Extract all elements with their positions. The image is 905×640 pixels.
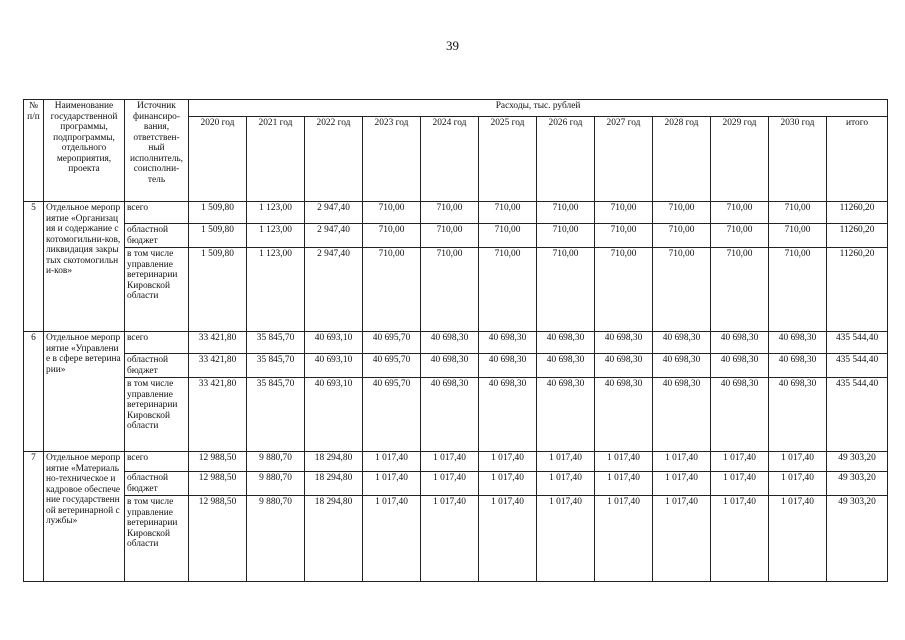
year-value: 2 947,40 <box>305 202 363 224</box>
year-value: 710,00 <box>653 224 711 248</box>
year-value: 40 698,30 <box>769 332 827 354</box>
year-value: 1 017,40 <box>537 452 595 472</box>
year-value: 710,00 <box>711 224 769 248</box>
year-value: 12 988,50 <box>189 452 247 472</box>
year-value: 2 947,40 <box>305 224 363 248</box>
table-body <box>24 202 888 582</box>
year-value: 1 017,40 <box>711 496 769 582</box>
year-value: 40 693,10 <box>305 332 363 354</box>
year-value: 40 698,30 <box>653 354 711 378</box>
table-row <box>24 378 888 452</box>
header-row-1 <box>24 100 888 117</box>
year-value: 40 698,30 <box>769 354 827 378</box>
year-value: 1 017,40 <box>363 472 421 496</box>
funding-source: областной бюджет <box>125 224 189 248</box>
year-value: 1 017,40 <box>769 472 827 496</box>
year-value: 40 698,30 <box>479 378 537 452</box>
year-value: 40 698,30 <box>595 354 653 378</box>
year-value: 1 017,40 <box>769 496 827 582</box>
header-year: 2020 год <box>189 117 247 202</box>
header-expenses: Расходы, тыс. рублей <box>189 100 888 117</box>
year-value: 710,00 <box>363 248 421 332</box>
year-value: 40 698,30 <box>537 332 595 354</box>
row-number: 6 <box>24 332 44 452</box>
funding-source: всего <box>125 332 189 354</box>
header-year: 2027 год <box>595 117 653 202</box>
year-value: 9 880,70 <box>247 472 305 496</box>
measure-name: Отдельное мероприятие «Управление в сфере ветеринарии» <box>44 332 125 452</box>
year-value: 40 698,30 <box>711 332 769 354</box>
year-value: 1 509,80 <box>189 202 247 224</box>
year-value: 40 698,30 <box>653 378 711 452</box>
year-value: 710,00 <box>421 202 479 224</box>
table-row <box>24 354 888 378</box>
header-year: 2029 год <box>711 117 769 202</box>
year-value: 710,00 <box>711 248 769 332</box>
year-value: 1 017,40 <box>537 472 595 496</box>
funding-source: в том числе управление ветеринарии Кировской области <box>125 496 189 582</box>
year-value: 40 698,30 <box>479 354 537 378</box>
header-year: 2025 год <box>479 117 537 202</box>
year-value: 710,00 <box>363 202 421 224</box>
year-value: 710,00 <box>769 248 827 332</box>
year-value: 710,00 <box>595 202 653 224</box>
year-value: 710,00 <box>653 248 711 332</box>
year-value: 1 509,80 <box>189 248 247 332</box>
year-value: 33 421,80 <box>189 332 247 354</box>
funding-source: всего <box>125 452 189 472</box>
year-value: 1 017,40 <box>595 452 653 472</box>
year-value: 1 017,40 <box>595 472 653 496</box>
year-value: 40 695,70 <box>363 378 421 452</box>
year-value: 1 017,40 <box>421 452 479 472</box>
header-year: 2030 год <box>769 117 827 202</box>
year-value: 1 123,00 <box>247 202 305 224</box>
year-value: 710,00 <box>537 224 595 248</box>
year-value: 710,00 <box>421 224 479 248</box>
year-value: 710,00 <box>595 224 653 248</box>
year-value: 1 017,40 <box>479 472 537 496</box>
year-value: 1 017,40 <box>421 472 479 496</box>
year-value: 710,00 <box>537 202 595 224</box>
table-row <box>24 224 888 248</box>
total-value: 11260,20 <box>827 202 888 224</box>
year-value: 710,00 <box>479 202 537 224</box>
table-row <box>24 496 888 582</box>
funding-source: областной бюджет <box>125 472 189 496</box>
total-value: 435 544,40 <box>827 354 888 378</box>
year-value: 40 698,30 <box>595 378 653 452</box>
year-value: 40 698,30 <box>421 332 479 354</box>
year-value: 1 509,80 <box>189 224 247 248</box>
header-year: 2022 год <box>305 117 363 202</box>
expenses-table <box>23 99 888 582</box>
year-value: 33 421,80 <box>189 354 247 378</box>
year-value: 9 880,70 <box>247 452 305 472</box>
year-value: 9 880,70 <box>247 496 305 582</box>
year-value: 1 017,40 <box>653 452 711 472</box>
year-value: 40 698,30 <box>653 332 711 354</box>
year-value: 710,00 <box>479 248 537 332</box>
measure-name: Отдельное мероприятие «Материально-техническое и кадровое обеспечение государственной ветеринарной службы» <box>44 452 125 582</box>
row-number: 5 <box>24 202 44 332</box>
year-value: 35 845,70 <box>247 378 305 452</box>
table-row <box>24 472 888 496</box>
year-value: 1 123,00 <box>247 248 305 332</box>
table-row <box>24 202 888 224</box>
table-row <box>24 452 888 472</box>
year-value: 710,00 <box>595 248 653 332</box>
year-value: 710,00 <box>363 224 421 248</box>
year-value: 12 988,50 <box>189 496 247 582</box>
year-value: 1 017,40 <box>653 496 711 582</box>
year-value: 710,00 <box>479 224 537 248</box>
total-value: 49 303,20 <box>827 472 888 496</box>
year-value: 35 845,70 <box>247 332 305 354</box>
year-value: 33 421,80 <box>189 378 247 452</box>
total-value: 49 303,20 <box>827 496 888 582</box>
total-value: 11260,20 <box>827 224 888 248</box>
year-value: 1 017,40 <box>711 472 769 496</box>
year-value: 35 845,70 <box>247 354 305 378</box>
header-name: Наименование государственной программы, подпрограммы, отдельного мероприятия, проекта <box>44 100 125 202</box>
measure-name: Отдельное мероприятие «Организация и содержание скотомогильни-ков, ликвидация закрытых скотомогильни-ков» <box>44 202 125 332</box>
year-value: 40 698,30 <box>479 332 537 354</box>
year-value: 1 123,00 <box>247 224 305 248</box>
year-value: 40 695,70 <box>363 332 421 354</box>
year-value: 12 988,50 <box>189 472 247 496</box>
year-value: 1 017,40 <box>769 452 827 472</box>
year-value: 40 693,10 <box>305 378 363 452</box>
year-value: 710,00 <box>769 224 827 248</box>
year-value: 40 695,70 <box>363 354 421 378</box>
total-value: 435 544,40 <box>827 378 888 452</box>
year-value: 40 698,30 <box>711 354 769 378</box>
year-value: 710,00 <box>711 202 769 224</box>
year-value: 710,00 <box>537 248 595 332</box>
year-value: 40 698,30 <box>769 378 827 452</box>
year-value: 710,00 <box>769 202 827 224</box>
header-year: 2024 год <box>421 117 479 202</box>
total-value: 49 303,20 <box>827 452 888 472</box>
table-row <box>24 332 888 354</box>
year-value: 40 698,30 <box>537 354 595 378</box>
year-value: 1 017,40 <box>421 496 479 582</box>
funding-source: областной бюджет <box>125 354 189 378</box>
header-year: 2026 год <box>537 117 595 202</box>
row-number: 7 <box>24 452 44 582</box>
header-year: 2028 год <box>653 117 711 202</box>
year-value: 18 294,80 <box>305 472 363 496</box>
page-number: 39 <box>446 38 459 53</box>
header-year: 2021 год <box>247 117 305 202</box>
header-total: итого <box>827 117 888 202</box>
header-source: Источник финансиро-вания, ответствен-ный исполнитель, соисполни-тель <box>125 100 189 202</box>
year-value: 1 017,40 <box>711 452 769 472</box>
year-value: 1 017,40 <box>479 452 537 472</box>
funding-source: всего <box>125 202 189 224</box>
year-value: 1 017,40 <box>479 496 537 582</box>
funding-source: в том числе управление ветеринарии Кировской области <box>125 378 189 452</box>
year-value: 710,00 <box>421 248 479 332</box>
year-value: 18 294,80 <box>305 452 363 472</box>
header-rowno: № п/п <box>24 100 44 202</box>
year-value: 1 017,40 <box>537 496 595 582</box>
table-row <box>24 248 888 332</box>
year-value: 2 947,40 <box>305 248 363 332</box>
year-value: 40 698,30 <box>537 378 595 452</box>
total-value: 435 544,40 <box>827 332 888 354</box>
funding-source: в том числе управление ветеринарии Кировской области <box>125 248 189 332</box>
year-value: 1 017,40 <box>363 452 421 472</box>
year-value: 18 294,80 <box>305 496 363 582</box>
year-value: 40 698,30 <box>421 378 479 452</box>
header-year: 2023 год <box>363 117 421 202</box>
year-value: 40 698,30 <box>421 354 479 378</box>
year-value: 40 698,30 <box>595 332 653 354</box>
year-value: 40 693,10 <box>305 354 363 378</box>
year-value: 40 698,30 <box>711 378 769 452</box>
year-value: 1 017,40 <box>595 496 653 582</box>
year-value: 710,00 <box>653 202 711 224</box>
total-value: 11260,20 <box>827 248 888 332</box>
year-value: 1 017,40 <box>363 496 421 582</box>
year-value: 1 017,40 <box>653 472 711 496</box>
